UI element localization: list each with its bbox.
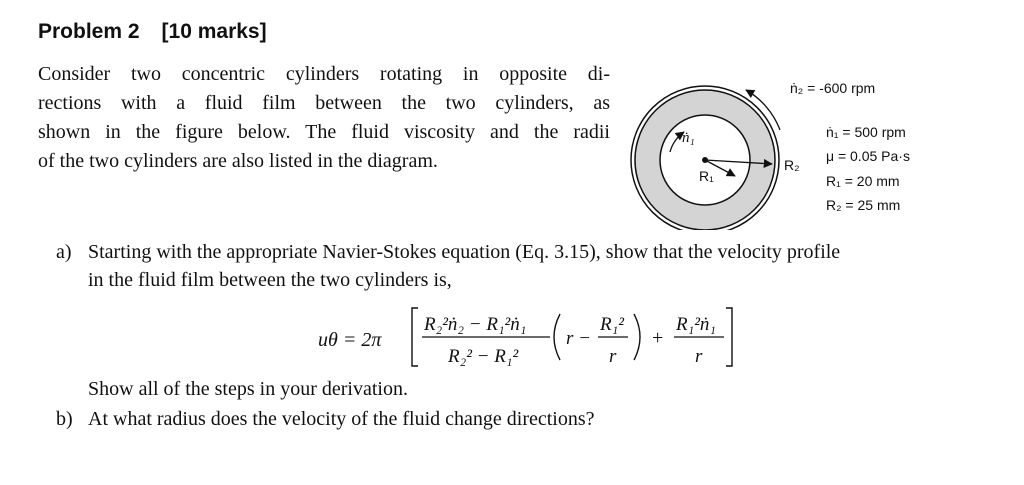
part-b-tag: b) [56, 408, 73, 430]
part-b-text: At what radius does the velocity of the fluid change directions? [88, 408, 595, 430]
last-fraction-denominator: r [695, 346, 703, 367]
inner-speed-label: ṅ₁ [682, 130, 695, 146]
right-paren [634, 314, 640, 360]
problem-number: Problem 2 [38, 20, 140, 43]
part-a-line2: in the fluid film between the two cylinders is, [88, 269, 452, 291]
intro-line: shown in the figure below. The fluid viscosity and the radii [38, 121, 610, 143]
n2-value: ṅ₂ = -600 rpm [790, 80, 876, 96]
r2-value: R₂ = 25 mm [826, 197, 901, 213]
r1-value: R₁ = 20 mm [826, 173, 900, 189]
cylinders-diagram [610, 60, 930, 230]
paren-fraction-numerator: R₁² [600, 314, 624, 335]
problem-intro [38, 60, 610, 176]
problem-marks: [10 marks] [161, 20, 267, 43]
fraction-denominator: R₂² − R₁² [448, 346, 519, 367]
last-fraction-numerator: R₁²ṅ₁ [676, 314, 717, 335]
r1-label: R₁ [699, 168, 714, 184]
part-a [56, 238, 840, 294]
paren-fraction-denominator: r [609, 346, 617, 367]
part-a-line1: Starting with the appropriate Navier-Stokes equation (Eq. 3.15), show that the velocity profile [88, 241, 841, 263]
left-bracket [412, 308, 418, 366]
part-a-tag: a) [56, 241, 72, 263]
part-b [56, 408, 595, 431]
n1-value: ṅ₁ = 500 rpm [826, 124, 906, 140]
velocity-equation [0, 300, 1024, 375]
show-steps-note: Show all of the steps in your derivation. [88, 378, 408, 400]
plus-sign: + [652, 327, 664, 349]
right-bracket [726, 308, 732, 366]
fraction-numerator: R₂²ṅ₂ − R₁²ṅ₁ [424, 314, 527, 335]
left-paren [554, 314, 560, 360]
r2-label: R₂ [784, 157, 800, 173]
viscosity-value: μ = 0.05 Pa·s [826, 148, 910, 164]
intro-line: Consider two concentric cylinders rotating in opposite di- [38, 63, 610, 85]
equation-lhs: uθ = 2π [318, 329, 382, 351]
problem-title [38, 20, 267, 44]
intro-line: of the two cylinders are also listed in the diagram. [38, 150, 438, 172]
intro-line: rections with a fluid film between the two cylinders, as [38, 92, 610, 114]
paren-r-term: r − [566, 328, 591, 349]
